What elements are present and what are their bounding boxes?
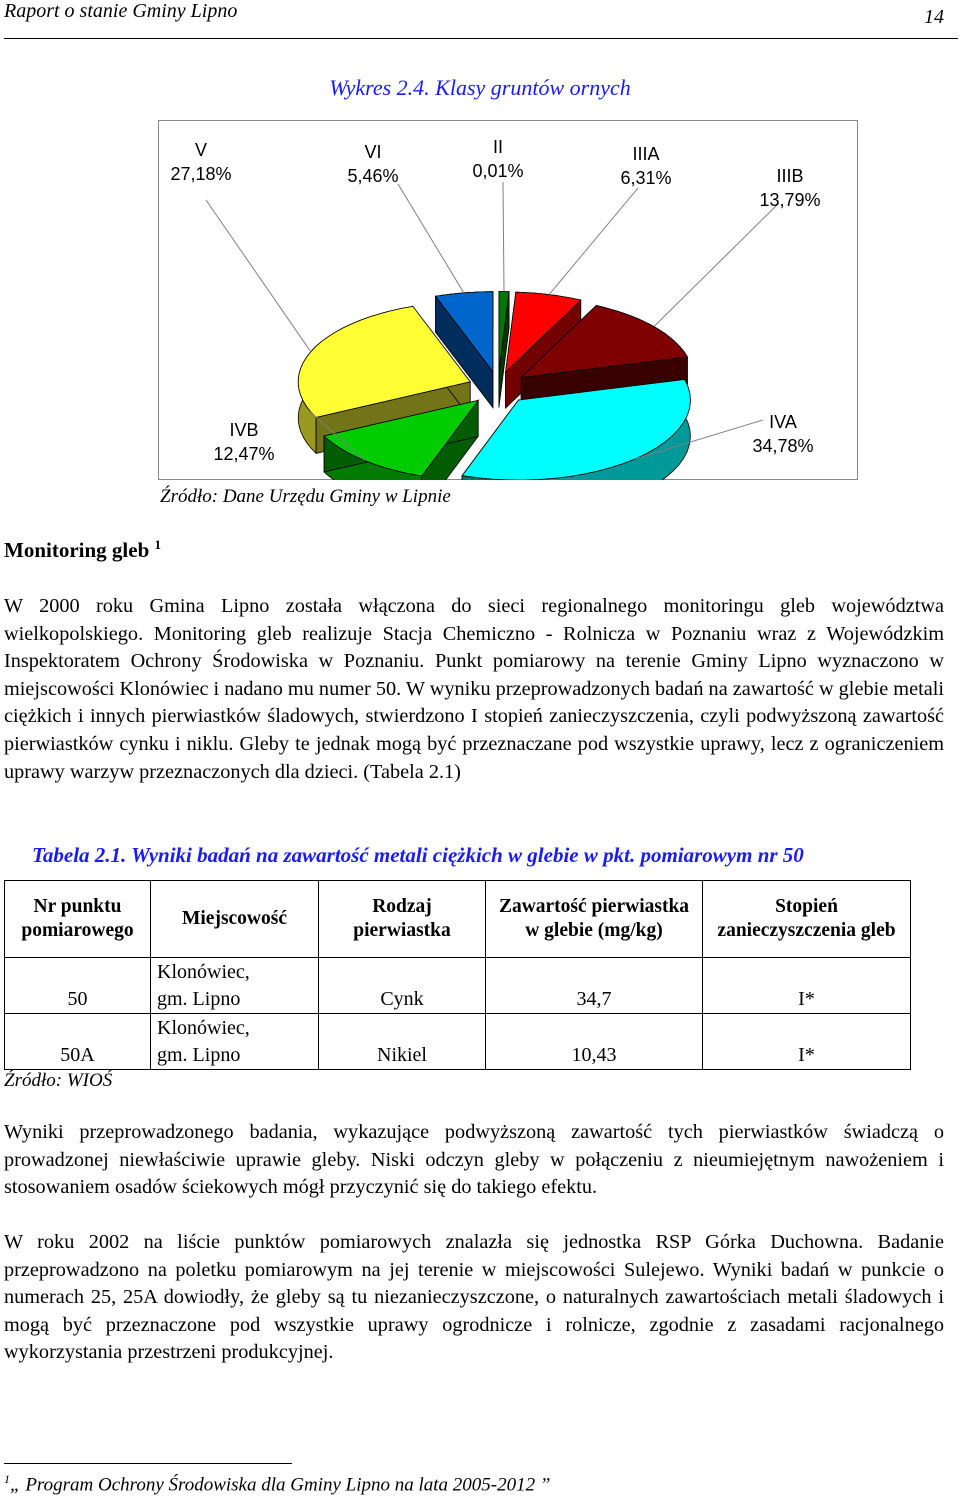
- cell-value: 34,7: [486, 958, 703, 1014]
- document-header-title: Raport o stanie Gminy Lipno: [4, 0, 238, 22]
- footnote-number: 1: [4, 1472, 10, 1486]
- page-number: 14: [924, 6, 944, 28]
- section-heading: [4, 537, 161, 563]
- pie-label-category: IVA: [769, 412, 797, 432]
- header-degree: Stopień zanieczyszczenia gleb: [703, 881, 911, 958]
- header-rule: [4, 38, 958, 39]
- place-line-1: Klonówiec,: [157, 961, 250, 983]
- pie-label-II: [448, 135, 548, 183]
- table-row: [5, 958, 911, 1014]
- pie-label-category: IVB: [229, 420, 259, 440]
- chart-source: Źródło: Dane Urzędu Gminy w Lipnie: [160, 486, 451, 507]
- header-content: Zawartość pierwiastka w glebie (mg/kg): [486, 881, 703, 958]
- chart-title: Wykres 2.4. Klasy gruntów ornych: [329, 75, 631, 100]
- place-line-1: Klonówiec,: [157, 1017, 250, 1039]
- paragraph-monitoring: W 2000 roku Gmina Lipno została włączona do sieci regionalnego monitoringu gleb województwa wielkopolskiego. Monitoring gleb realizuje Stacja Chemiczno - Rolnicza w Poznaniu wraz z Wojewódzkim Inspektoratem Ochrony Środowiska w Poznaniu. Punkt pomiarowy na terenie Gminy Lipno wyznaczono w miejscowości Klonówiec i nadano mu numer 50. W wyniku przeprowadzonych badań na zawartość w glebie metali ciężkich i innych pierwiastków śladowych, stwierdzono I stopień zanieczyszczenia, czyli podwyższoną zawartość pierwiastków cynku i niklu. Gleby te jednak mogą być przeznaczane pod wszystkie uprawy, lecz z ograniczeniem uprawy warzyw przeznaczonych dla dzieci. (Tabela 2.1): [4, 595, 944, 783]
- cell-degree: I*: [703, 1014, 911, 1070]
- pie-label-value: 13,79%: [759, 190, 821, 210]
- header-place: Miejscowość: [151, 881, 319, 958]
- pie-label-value: 5,46%: [347, 166, 399, 186]
- table-source: Źródło: WIOŚ: [4, 1070, 113, 1091]
- pie-label-category: IIIB: [776, 166, 804, 186]
- paragraph-results: Wyniki przeprowadzonego badania, wykazujące podwyższoną zawartość tych pierwiastków świadczą o prowadzonej niewłaściwie uprawie gleby. Niski odczyn gleby w połączeniu z nieumiejętnym nawożeniem i stosowaniem osadów ściekowych mógł przyczynić się do takiego efektu.: [4, 1121, 944, 1199]
- cell-value: 10,43: [486, 1014, 703, 1070]
- table-title: Tabela 2.1. Wyniki badań na zawartość metali ciężkich w glebie w pkt. pomiarowym nr 50: [32, 843, 804, 867]
- cell-nr: 50A: [5, 1014, 151, 1070]
- results-table: [4, 880, 911, 1070]
- pie-label-IVA: [733, 410, 833, 458]
- pie-label-value: 0,01%: [472, 161, 524, 181]
- cell-place: [151, 1014, 319, 1070]
- cell-degree: I*: [703, 958, 911, 1014]
- leader-line-IIIA: [549, 188, 638, 295]
- leader-line-VI: [398, 184, 464, 293]
- pie-label-value: 6,31%: [620, 168, 672, 188]
- paragraph-rsp: W roku 2002 na liście punktów pomiarowych znalazła się jednostka RSP Górka Duchowna. Badanie przeprowadzono na poletku pomiarowym na jej terenie w miejscowości Sulejewo. Wyniki badań w punkcie o numerach 25, 25A dowiodły, że gleby są tu niezanieczyszczone, o naturalnych zawartościach metali śladowych i mogą być przeznaczone pod wszystkie uprawy ogrodnicze i rolnicze, zgodnie z zasadami racjonalnego wykorzystania przestrzeni produkcyjnej.: [4, 1231, 944, 1364]
- header-nr: Nr punktu pomiarowego: [5, 881, 151, 958]
- pie-label-value: 34,78%: [752, 436, 814, 456]
- pie-label-V: [151, 138, 251, 186]
- cell-place: [151, 958, 319, 1014]
- leader-line-IIIB: [654, 204, 778, 327]
- pie-label-IIIB: [740, 164, 840, 212]
- leader-line-II: [503, 182, 504, 292]
- pie-label-category: VI: [364, 142, 382, 162]
- table-header-row: [5, 881, 911, 958]
- pie-label-IVB: [194, 418, 294, 466]
- cell-element: Cynk: [319, 958, 486, 1014]
- section-heading-text: Monitoring gleb: [4, 538, 150, 562]
- footnote-text: „ Program Ochrony Środowiska dla Gminy Lipno na lata 2005-2012 ”: [10, 1474, 551, 1496]
- leader-line-V: [206, 200, 311, 352]
- pie-label-category: V: [194, 140, 207, 160]
- pie-label-value: 27,18%: [170, 164, 232, 184]
- pie-label-IIIA: [596, 142, 696, 190]
- pie-label-VI: [323, 140, 423, 188]
- header-element: Rodzaj pierwiastka: [319, 881, 486, 958]
- footnote-rule: [4, 1463, 292, 1464]
- footnote: [4, 1472, 550, 1496]
- place-line-2: gm. Lipno: [157, 1044, 241, 1066]
- pie-label-category: II: [492, 137, 503, 157]
- place-line-2: gm. Lipno: [157, 988, 241, 1010]
- cell-element: Nikiel: [319, 1014, 486, 1070]
- cell-nr: 50: [5, 958, 151, 1014]
- footnote-ref: 1: [154, 537, 161, 552]
- pie-label-value: 12,47%: [213, 444, 275, 464]
- table-row: [5, 1014, 911, 1070]
- pie-label-category: IIIA: [632, 144, 660, 164]
